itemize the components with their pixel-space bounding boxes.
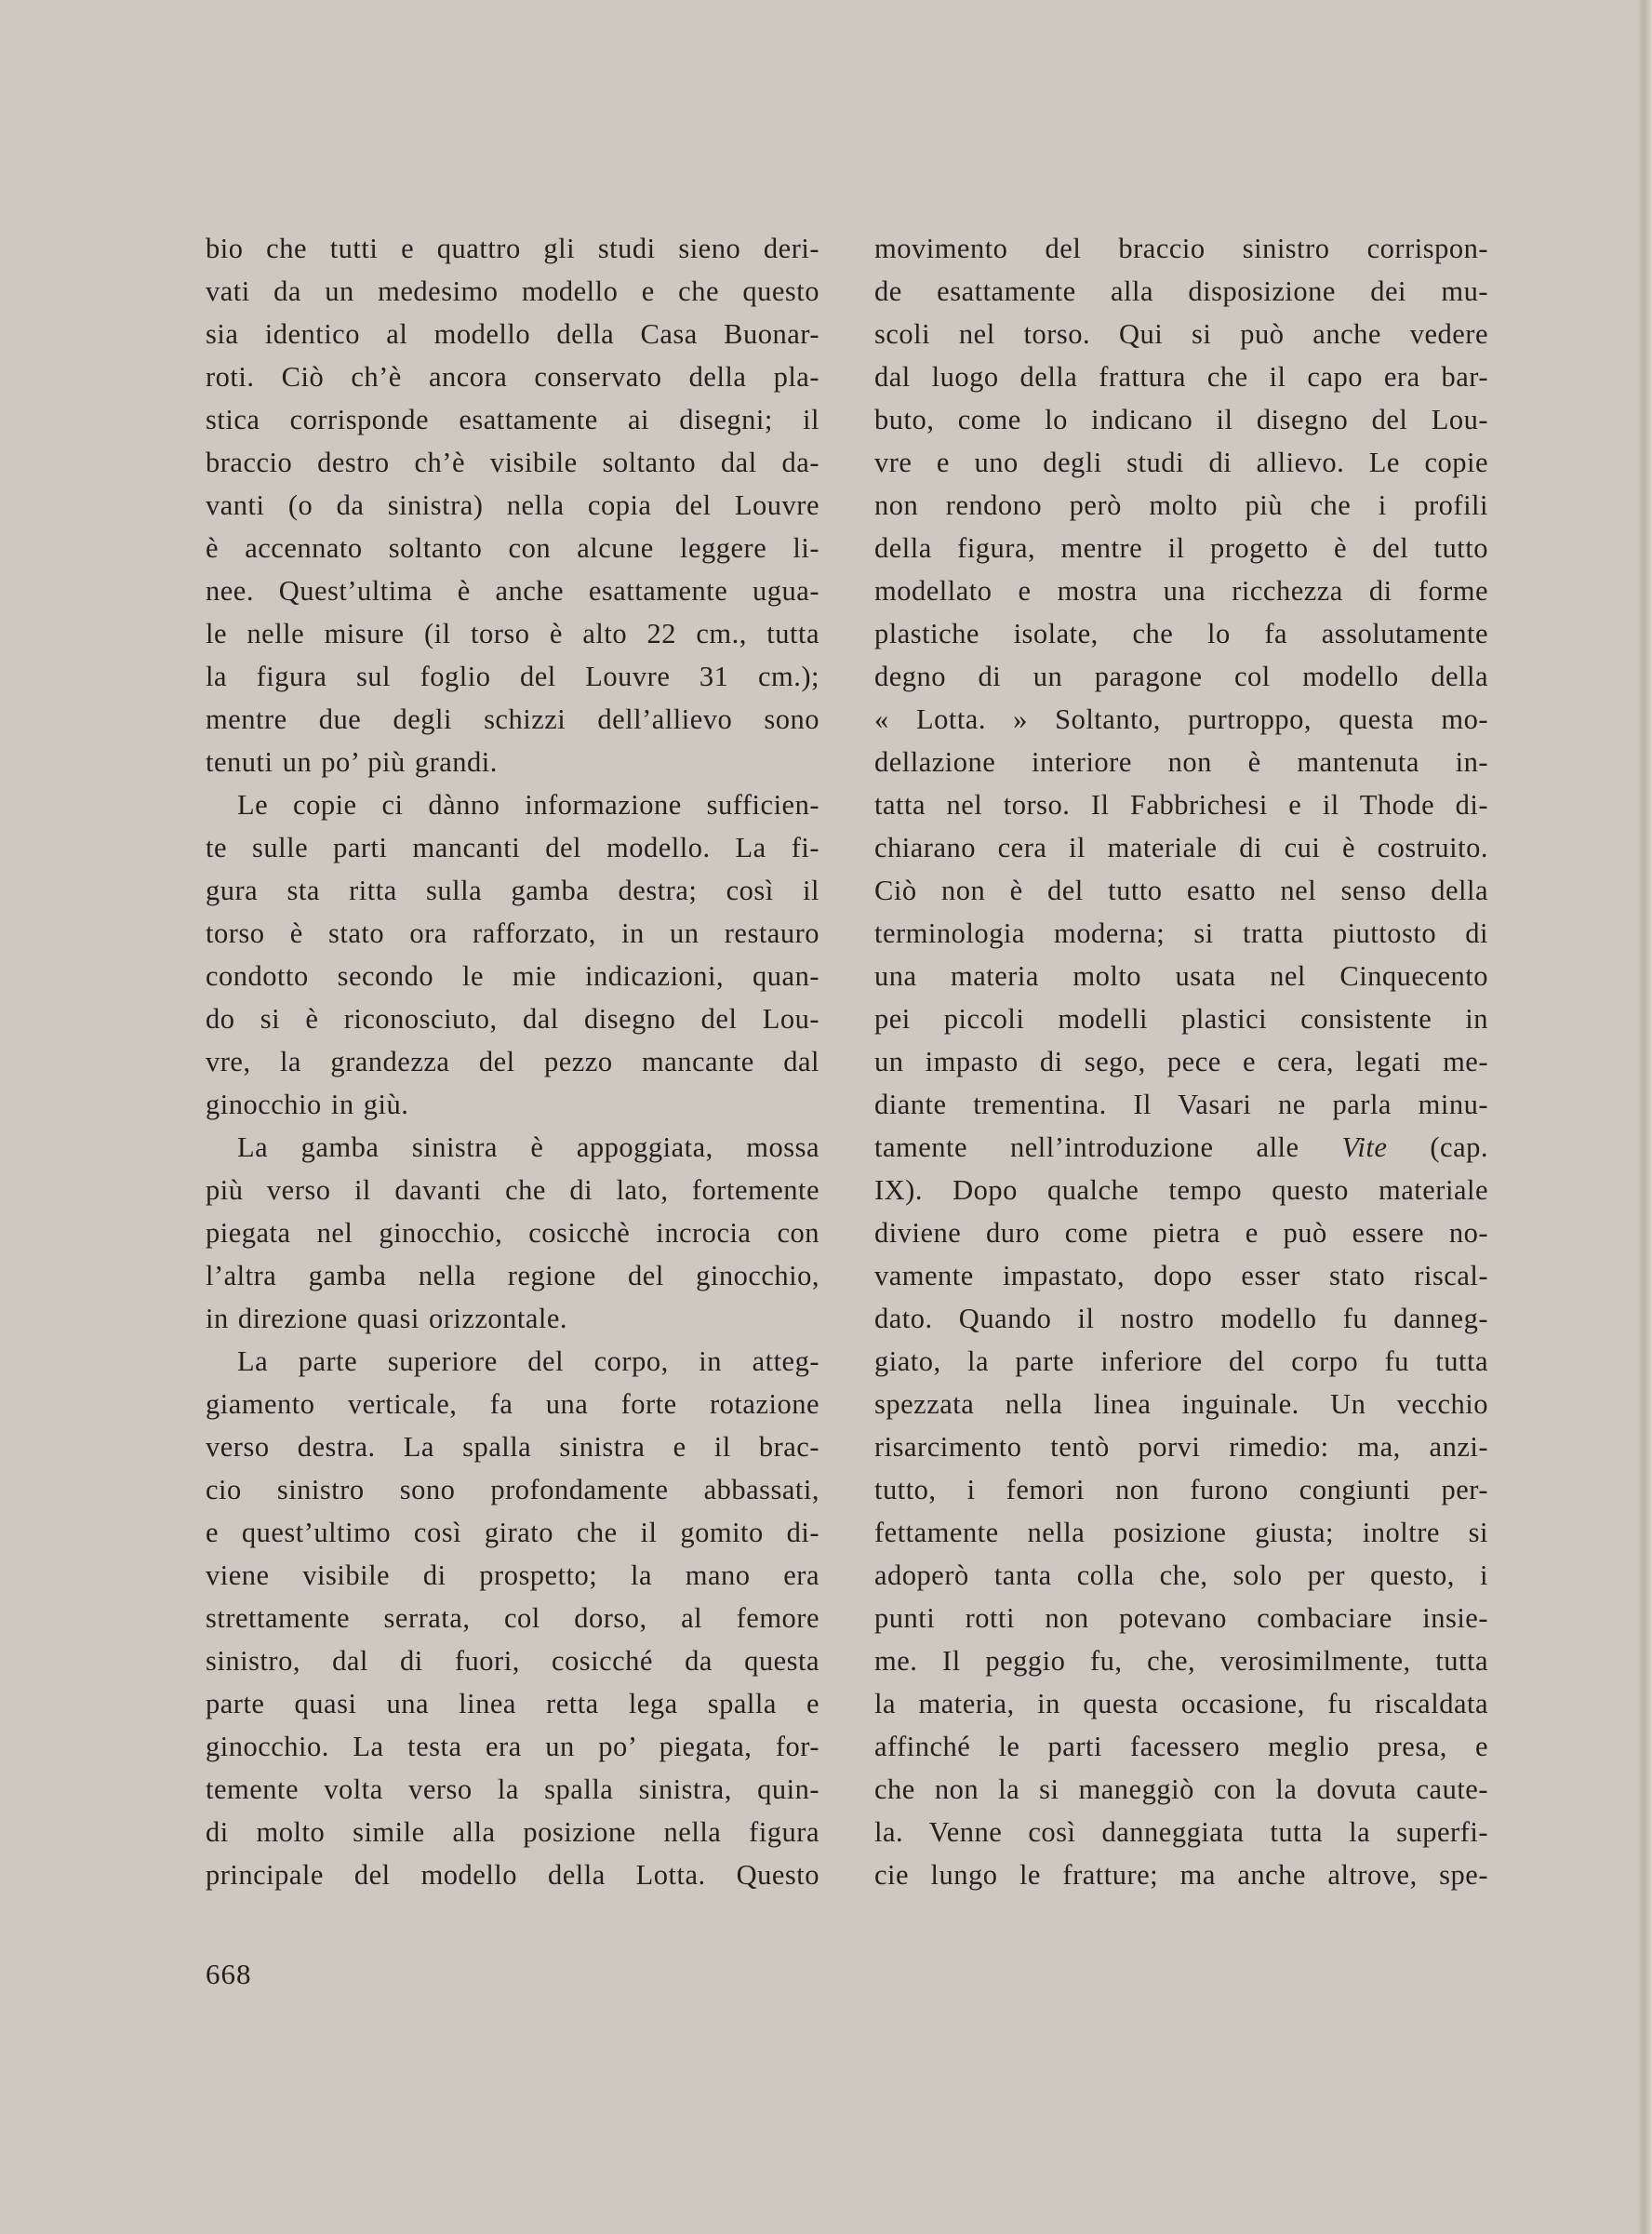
text-line: vre e uno degli studi di allievo. Le copie <box>874 447 1488 478</box>
right-text-column <box>874 227 1488 1896</box>
text-line: spezzata nella linea inguinale. Un vecchio <box>874 1388 1488 1420</box>
text-line: vati da un medesimo modello e che questo <box>206 275 819 307</box>
text-line: terminologia moderna; si tratta piuttosto di <box>874 917 1488 949</box>
text-line: vamente impastato, dopo esser stato riscal- <box>874 1260 1488 1291</box>
text-line: stica corrisponde esattamente ai disegni; il <box>206 404 819 435</box>
text-line: de esattamente alla disposizione dei mu- <box>874 275 1488 307</box>
text-line: piegata nel ginocchio, cosicchè incrocia con <box>206 1217 819 1249</box>
text-line: La parte superiore del corpo, in atteg- <box>237 1345 819 1377</box>
text-line: ginocchio. La testa era un po’ piegata, for- <box>206 1731 819 1762</box>
text-line: sia identico al modello della Casa Buonar- <box>206 318 819 350</box>
text-line: cie lungo le fratture; ma anche altrove, spe- <box>874 1859 1488 1891</box>
text-line: la. Venne così danneggiata tutta la superfi- <box>874 1816 1488 1848</box>
text-line: adoperò tanta colla che, solo per questo, i <box>874 1559 1488 1591</box>
text-line: e quest’ultimo così girato che il gomito di- <box>206 1517 819 1548</box>
text-line: tatta nel torso. Il Fabbrichesi e il Thode di- <box>874 789 1488 821</box>
text-line: te sulle parti mancanti del modello. La fi- <box>206 832 819 863</box>
text-line: « Lotta. » Soltanto, purtroppo, questa mo- <box>874 703 1488 735</box>
text-line: La gamba sinistra è appoggiata, mossa <box>237 1131 819 1163</box>
text-line: vre, la grandezza del pezzo mancante dal <box>206 1046 819 1077</box>
text-line: dato. Quando il nostro modello fu danneg- <box>874 1303 1488 1334</box>
text-line: tenuti un po’ più grandi. <box>206 746 498 778</box>
text-line: gura sta ritta sulla gamba destra; così il <box>206 875 819 906</box>
text-line: l’altra gamba nella regione del ginocchio, <box>206 1260 819 1291</box>
text-line: nee. Quest’ultima è anche esattamente ugua- <box>206 575 819 607</box>
text-line: viene visibile di prospetto; la mano era <box>206 1559 819 1591</box>
text-line: buto, come lo indicano il disegno del Lou- <box>874 404 1488 435</box>
text-line: degno di un paragone col modello della <box>874 661 1488 692</box>
text-line: di molto simile alla posizione nella figura <box>206 1816 819 1848</box>
text-line: torso è stato ora rafforzato, in un restauro <box>206 917 819 949</box>
text-line: dellazione interiore non è mantenuta in- <box>874 746 1488 778</box>
text-line: diviene duro come pietra e può essere no- <box>874 1217 1488 1249</box>
text-line: ginocchio in giù. <box>206 1089 409 1120</box>
text-line: dal luogo della frattura che il capo era bar- <box>874 361 1488 393</box>
page-number: 668 <box>206 1958 252 1990</box>
text-line: un impasto di sego, pece e cera, legati me- <box>874 1046 1488 1077</box>
text-line: temente volta verso la spalla sinistra, quin- <box>206 1773 819 1805</box>
text-line: diante trementina. Il Vasari ne parla minu- <box>874 1089 1488 1120</box>
text-line: verso destra. La spalla sinistra e il brac- <box>206 1431 819 1463</box>
text-line: movimento del braccio sinistro corrispon- <box>874 233 1488 264</box>
page-edge <box>1639 0 1652 2234</box>
text-line: bio che tutti e quattro gli studi sieno deri- <box>206 233 819 264</box>
text-line: do si è riconosciuto, dal disegno del Lou- <box>206 1003 819 1035</box>
text-line: è accennato soltanto con alcune leggere li- <box>206 532 819 564</box>
text-line: roti. Ciò ch’è ancora conservato della pla- <box>206 361 819 393</box>
text-line: la figura sul foglio del Louvre 31 cm.); <box>206 661 819 692</box>
text-line: scoli nel torso. Qui si può anche vedere <box>874 318 1488 350</box>
text-line: fettamente nella posizione giusta; inoltre si <box>874 1517 1488 1548</box>
text-line: parte quasi una linea retta lega spalla e <box>206 1688 819 1719</box>
text-line: punti rotti non potevano combaciare insie- <box>874 1602 1488 1634</box>
text-line: cio sinistro sono profondamente abbassati, <box>206 1474 819 1505</box>
text-line: affinché le parti facessero meglio presa, e <box>874 1731 1488 1762</box>
text-line: la materia, in questa occasione, fu riscaldata <box>874 1688 1488 1719</box>
text-line: modellato e mostra una ricchezza di forme <box>874 575 1488 607</box>
text-line: principale del modello della Lotta. Questo <box>206 1859 819 1891</box>
text-line: plastiche isolate, che lo fa assolutamente <box>874 618 1488 649</box>
text-line: condotto secondo le mie indicazioni, quan- <box>206 960 819 992</box>
text-line: sinistro, dal di fuori, cosicché da questa <box>206 1645 819 1677</box>
text-line: mentre due degli schizzi dell’allievo sono <box>206 703 819 735</box>
text-line: più verso il davanti che di lato, fortemente <box>206 1174 819 1206</box>
text-line: che non la si maneggiò con la dovuta caute- <box>874 1773 1488 1805</box>
text-line: tutto, i femori non furono congiunti per- <box>874 1474 1488 1505</box>
text-line: Ciò non è del tutto esatto nel senso della <box>874 875 1488 906</box>
text-line: me. Il peggio fu, che, verosimilmente, tutta <box>874 1645 1488 1677</box>
text-line: in direzione quasi orizzontale. <box>206 1303 568 1334</box>
book-title-italic: Vite <box>1341 1131 1388 1163</box>
text-line: IX). Dopo qualche tempo questo materiale <box>874 1174 1488 1206</box>
text-line: chiarano cera il materiale di cui è costruito. <box>874 832 1488 863</box>
text-line: strettamente serrata, col dorso, al femore <box>206 1602 819 1634</box>
text-line: della figura, mentre il progetto è del tutto <box>874 532 1488 564</box>
text-line: giamento verticale, fa una forte rotazione <box>206 1388 819 1420</box>
text-line: le nelle misure (il torso è alto 22 cm., tutta <box>206 618 819 649</box>
text-line: non rendono però molto più che i profili <box>874 489 1488 521</box>
text-line: vanti (o da sinistra) nella copia del Louvre <box>206 489 819 521</box>
text-line: una materia molto usata nel Cinquecento <box>874 960 1488 992</box>
text-line: Le copie ci dànno informazione sufficien- <box>237 789 819 821</box>
text-line: risarcimento tentò porvi rimedio: ma, anzi- <box>874 1431 1488 1463</box>
text-line: braccio destro ch’è visibile soltanto dal da- <box>206 447 819 478</box>
text-line: pei piccoli modelli plastici consistente in <box>874 1003 1488 1035</box>
text-line: tamente nell’introduzione alle Vite (cap. <box>874 1131 1488 1163</box>
text-line: giato, la parte inferiore del corpo fu tutta <box>874 1345 1488 1377</box>
left-text-column <box>206 227 819 1896</box>
